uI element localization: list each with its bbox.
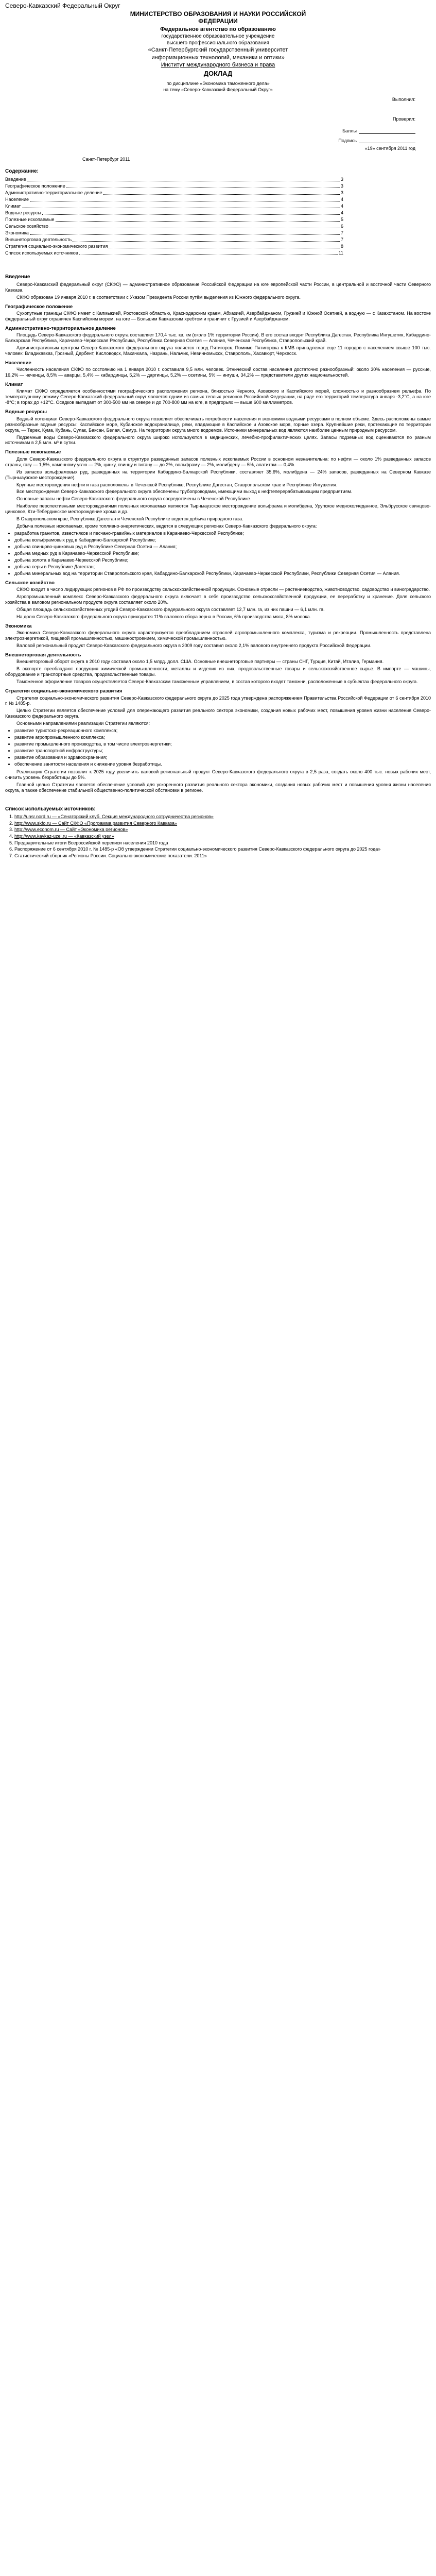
toc-entry-page: 5 (340, 216, 343, 222)
toc-dot-leader (73, 236, 340, 242)
signature-row (5, 138, 431, 144)
section-heading-economy: Экономика (5, 623, 32, 630)
bullet-item: • развитие промышленного производства, в том числе электроэнергетики; (14, 741, 431, 747)
toc-entry[interactable] (5, 196, 431, 203)
toc-dot-leader (66, 183, 340, 188)
bullet-item: • разработка гранитов, известняков и песчано-гравийных материалов в Карачаево-Черкесской Республике; (14, 531, 431, 536)
toc-entry-page: 6 (340, 223, 343, 229)
paragraph: Общая площадь сельскохозяйственных угодий Северо-Кавказского федерального округа составляет 12,7 млн. га, из них пашни — 6,1 млн. га. (16, 607, 325, 613)
paragraph: Сухопутные границы СКФО имеет с Калмыкией, Ростовской областью, Краснодарским краем, Абхазией, Азербайджаном, Грузией и Южной Осетией, а водную — с Казахстаном. На востоке федеральный округ ограничен Каспийским морем, на юге — Большим Кавказским хребтом и граничит с Грузией и Азербайджаном. (5, 311, 431, 322)
paragraph: Все месторождения Северо-Кавказского федерального округа обеспечены трубопроводами, имеющими выход к нефтеперерабатывающим предприятиям. (16, 489, 353, 495)
toc-dot-leader (22, 203, 340, 208)
bullet-item: • добыча минеральных вод на территории Ставропольского края, Кабардино-Балкарской Республики, Карачаево-Черкесской Республики, Республики Северная Осетия — Алания. (14, 571, 431, 577)
toc-entry-title: Внешнеторговая деятельность (5, 237, 72, 243)
paragraph: Из запасов вольфрамовых руд, разведанных на территории Кабардино-Балкарской Республики, составляет 35,6%, молибдена — 24% запасов, разведанных на Северном Кавказе (Тырныаузское месторождение). (5, 469, 431, 480)
toc-entry[interactable] (5, 216, 431, 223)
paragraph: СКФО образован 19 января 2010 г. в соответствии с Указом Президента России путём выделения из Южного федерального округа. (16, 294, 301, 300)
university-type-1: государственное образовательное учреждение (161, 33, 275, 40)
toc-entry[interactable] (5, 243, 431, 250)
author-label: Выполнил: (392, 96, 415, 102)
university-name-2: информационных технологий, механики и оптики» (151, 54, 285, 61)
date-line: «19» сентября 2011 год (364, 146, 415, 151)
toc-entry[interactable] (5, 250, 431, 257)
paragraph: Основные запасы нефти Северо-Кавказского федерального округа сосредоточены в Чеченской Республике. (16, 496, 252, 502)
grade-label: Баллы (342, 128, 357, 133)
document-title: ДОКЛАД (203, 70, 233, 77)
paragraph: В Ставропольском крае, Республике Дагестан и Чеченской Республике ведется добыча природного газа. (16, 516, 243, 522)
paragraph: Агропромышленный комплекс Северо-Кавказского федерального округа включает в себя производство сельскохозяйственной продукции, ее переработку и хранение. Доля сельского хозяйства в валовом региональном продукте округа составляет около 20%. (5, 594, 431, 605)
toc-entry-title: Население (5, 196, 29, 202)
discipline-line: по дисциплине «Экономика таможенного дела» (166, 81, 270, 87)
grade-row (5, 128, 431, 134)
toc-entry-page: 11 (338, 250, 343, 256)
paragraph: Добыча полезных ископаемых, кроме топливно-энергетических, ведется в следующих регионах Северо-Кавказского федерального округа: (16, 523, 317, 529)
paragraph: Водный потенциал Северо-Кавказского федерального округа позволяет обеспечивать потребности населения и экономики водными ресурсами в полном объеме. Здесь расположены самые разнообразные водные ресурсы: Каспийское море, Кубанское водохранилище, реки, впадающие в Каспийское и Азовское моря, горные озера. Крупнейшие реки, протекающие по территории округа, — Терек, Кума, Кубань, Сулак, Баксан, Белая, Самур. На территории округа много водоемов. Источники минеральных вод являются наиболее ценным природным ресурсом. (5, 416, 431, 433)
toc-dot-leader (42, 210, 340, 215)
paragraph: В экспорте преобладают продукция химической промышленности, металлы и изделия из них, продовольственные товары и сельскохозяйственное сырье. В импорте — машины, оборудование и транспортные средства, продовольственные товары. (5, 666, 431, 677)
table-of-contents (5, 176, 431, 257)
document-page (0, 0, 436, 867)
toc-entry[interactable] (5, 236, 431, 243)
bullet-item: • развитие транспортной инфраструктуры; (14, 748, 431, 754)
bullet-item: • развитие туристско-рекреационного комплекса; (14, 728, 431, 734)
toc-entry-title: Сельское хозяйство (5, 223, 48, 229)
toc-entry-page: 4 (340, 196, 343, 202)
paragraph: Наиболее перспективными месторождениями полезных ископаемых являются Тырныаузское месторождение вольфрама и молибдена, Урупское медноколчеданное, Эльбрусское свинцово-цинковое, Кти-Тебердинское месторождение хрома и др. (5, 503, 431, 515)
toc-entry-page: 3 (340, 190, 343, 195)
toc-entry-page: 3 (340, 176, 343, 182)
paragraph: Целью Стратегии является обеспечение условий для опережающего развития реального сектора экономики, создания новых рабочих мест, повышения уровня жизни населения Северо-Кавказского федерального округа. (5, 708, 431, 719)
bullet-item: • добыча медных руд в Карачаево-Черкесской Республике; (14, 551, 431, 556)
toc-entry-title: Географическое положение (5, 183, 65, 189)
paragraph: Площадь Северо-Кавказского федерального округа составляет 170,4 тыс. кв. км (около 1% территории России). В его состав входят Республика Дагестан, Республика Ингушетия, Кабардино-Балкарская Республика, Карачаево-Черкесская Республика, Республика Северная Осетия — Алания, Чеченская Республика, Ставропольский край. (5, 332, 431, 344)
section-heading-minerals: Полезные ископаемые (5, 449, 61, 455)
paragraph: Подземные воды Северо-Кавказского федерального округа широко используются в медицинских, лечебно-профилактических целях. Запасы подземных вод оцениваются по разным источникам в 2,5 млн. м³ в сутки. (5, 434, 431, 446)
toc-entry[interactable] (5, 176, 431, 183)
bullet-list (14, 728, 431, 767)
source-item[interactable]: 4. http://www.kavkaz-uzel.ru — «Кавказский узел» (14, 834, 431, 840)
bullet-item: • обеспечение занятости населения и снижение уровня безработицы. (14, 761, 431, 767)
toc-entry-title: Введение (5, 176, 26, 182)
sources-title: Список используемых источников: (5, 806, 96, 812)
topic-line: на тему «Северо-Кавказский Федеральный Округ» (163, 87, 273, 93)
toc-entry-title: Водные ресурсы (5, 210, 41, 215)
toc-entry-title: Экономика (5, 230, 29, 236)
toc-title: Содержание: (5, 168, 39, 174)
toc-entry-title: Стратегия социально-экономического развития (5, 244, 108, 249)
toc-entry[interactable] (5, 230, 431, 236)
toc-dot-leader (49, 223, 340, 228)
toc-entry-page: 4 (340, 203, 343, 209)
toc-entry-page: 8 (340, 244, 343, 249)
toc-entry[interactable] (5, 210, 431, 216)
section-heading-agriculture: Сельское хозяйство (5, 580, 55, 586)
paragraph: Экономика Северо-Кавказского федерального округа характеризуется преобладанием отраслей агропромышленного комплекса, туризма и рекреации. Промышленность представлена электроэнергетикой, пищевой промышленностью, машиностроением, химической промышленностью. (5, 630, 431, 641)
spacer (5, 795, 431, 801)
signature-label: Подпись (338, 138, 357, 143)
paragraph: Главной целью Стратегии является обеспечение условий для ускоренного развития реального сектора экономики, создания новых рабочих мест и повышения уровня жизни населения округа, а также обеспечение стабильной общественно-политической обстановки в регионе. (5, 782, 431, 793)
section-heading-climate: Климат (5, 382, 23, 388)
toc-dot-leader (56, 216, 340, 222)
source-item: 6. Распоряжение от 6 сентября 2010 г. № 1485-р «Об утверждении Стратегии социально-экономического развития Северо-Кавказского федерального округа до 2025 года» (14, 846, 431, 853)
toc-dot-leader (103, 190, 340, 195)
toc-entry[interactable] (5, 190, 431, 196)
source-item[interactable]: 2. http://www.skfo.ru — Сайт СКФО «Программа развития Северного Кавказа» (14, 821, 431, 827)
toc-dot-leader (30, 196, 340, 201)
toc-entry-page: 7 (340, 237, 343, 243)
toc-entry-title: Климат (5, 203, 21, 209)
ministry-line-2: ФЕДЕРАЦИИ (198, 18, 238, 25)
paragraph: Стратегия социально-экономического развития Северо-Кавказского федерального округа до 2025 года утверждена распоряжением Правительства Российской Федерации от 6 сентября 2010 г. № 1485-р. (5, 695, 431, 706)
title-block (5, 10, 431, 93)
toc-entry-page: 3 (340, 183, 343, 189)
toc-entry-title: Административно-территориальное деление (5, 190, 102, 195)
university-type-2: высшего профессионального образования (167, 40, 269, 46)
toc-entry-title: Полезные ископаемые (5, 216, 55, 222)
paragraph: Реализация Стратегии позволит к 2025 году увеличить валовой региональный продукт Северо-Кавказского федерального округа в 2,5 раза, создать около 400 тыс. новых рабочих мест, снизить уровень безработицы до 5%. (5, 769, 431, 781)
spacer (5, 257, 431, 269)
toc-entry[interactable] (5, 223, 431, 230)
signature-line (359, 138, 415, 144)
paragraph: Северо-Кавказский федеральный округ (СКФО) — административное образование Российской Федерации на юге европейской части России, в центральной и восточной части Северного Кавказа. (5, 282, 431, 293)
paragraph: Крупные месторождения нефти и газа расположены в Чеченской Республике, Республике Дагестан, Ставропольском крае и Республике Ингушетия. (16, 482, 338, 487)
paragraph: Валовой региональный продукт Северо-Кавказского федерального округа в 2009 году составил около 2,1% валового внутреннего продукта Российской Федерации. (16, 643, 372, 649)
ministry-line-1: МИНИСТЕРСТВО ОБРАЗОВАНИЯ И НАУКИ РОССИЙСКОЙ (130, 10, 306, 18)
paragraph: Внешнеторговый оборот округа в 2010 году составил около 1,5 млрд. долл. США. Основные внешнеторговые партнеры — страны СНГ, Турция, Китай, Италия, Германия. (16, 659, 384, 665)
section-heading-intro: Введение (5, 274, 30, 280)
toc-dot-leader (109, 243, 340, 248)
toc-entry-page: 7 (340, 230, 343, 236)
city-year: Санкт-Петербург 2011 (82, 157, 130, 162)
district-header: Северо-Кавказский Федеральный Округ (5, 2, 120, 9)
paragraph: СКФО входит в число лидирующих регионов в РФ по производству сельскохозяйственной продукции. Основные отрасли — растениеводство, животноводство, садоводство и виноградарство. (16, 587, 430, 592)
bullet-item: • развитие агропромышленного комплекса; (14, 735, 431, 740)
paragraph: На долю Северо-Кавказского федерального округа приходится 11% валового сбора зерна в России, 6% производства мяса, 8% молока. (16, 614, 311, 620)
bullet-list (14, 531, 431, 577)
source-item: 5. Предварительные итоги Всероссийской переписи населения 2010 года (14, 840, 431, 846)
paragraph: Доля Северо-Кавказского федерального округа в структуре разведанных запасов полезных ископаемых России в основном незначительна: по нефти — около 1% разведанных запасов страны, газу — 1,5%, каменному углю — 2%, цинку, свинцу и титану — до 2%, вольфраму — 2%, молибдену — 5%, апатитам — 0,4%. (5, 456, 431, 467)
section-heading-water: Водные ресурсы (5, 409, 47, 415)
sources-list (14, 814, 431, 859)
checked-label: Проверил: (393, 116, 415, 122)
paragraph: Административным центром Северо-Кавказского федерального округа является город Пятигорск. Помимо Пятигорска к КМВ принадлежат еще 11 городов с населением свыше 100 тыс. человек: Владикавказ, Грозный, Дербент, Кисловодск, Махачкала, Назрань, Нальчик, Невинномысск, Ставрополь, Хасавюрт, Черкесск. (5, 345, 431, 357)
toc-entry-title: Список используемых источников (5, 250, 78, 256)
bullet-item: • добыча вольфрамовых руд в Кабардино-Балкарской Республике; (14, 537, 431, 543)
section-heading-trade: Внешнеторговая деятельность (5, 652, 81, 658)
section-heading-population: Население (5, 360, 31, 366)
document-body (5, 274, 431, 793)
toc-dot-leader (27, 176, 340, 181)
paragraph: Основными направлениями реализации Стратегии являются: (16, 721, 150, 726)
toc-entry[interactable] (5, 183, 431, 190)
institute-name: Институт международного бизнеса и права (161, 62, 275, 69)
bullet-item: • развитие образования и здравоохранения; (14, 755, 431, 760)
toc-entry[interactable] (5, 203, 431, 210)
toc-entry-page: 4 (340, 210, 343, 215)
grade-line (359, 128, 415, 134)
section-heading-geo: Географическое положение (5, 303, 73, 310)
university-name-1: «Санкт-Петербургский государственный университет (148, 47, 288, 54)
source-item[interactable]: 1. http://unsr.nord.ru — «Сенаторский клуб. Секция международного сотрудничества регионов» (14, 814, 431, 820)
bullet-item: • добыча золота в Карачаево-Черкесской Республике; (14, 557, 431, 563)
toc-dot-leader (30, 230, 340, 235)
bullet-item: • добыча серы в Республике Дагестан; (14, 564, 431, 570)
toc-dot-leader (79, 250, 338, 255)
source-item[interactable]: 3. http://www.econom.ru — Сайт «Экономика регионов» (14, 827, 431, 833)
agency-name: Федеральное агентство по образованию (160, 26, 276, 33)
section-heading-strategy: Стратегия социально-экономического развития (5, 688, 123, 694)
source-item: 7. Статистический сборник «Регионы России. Социально-экономические показатели. 2011» (14, 853, 431, 859)
paragraph: Таможенное оформление товаров осуществляется Северо-Кавказским таможенным управлением, в состав которого входят таможни, расположенные в субъектах федерального округа. (16, 679, 418, 685)
bullet-item: • добыча свинцово-цинковых руд в Республике Северная Осетия — Алания; (14, 544, 431, 550)
paragraph: Климат СКФО определяется особенностями географического расположения региона, близостью Черного, Азовского и Каспийского морей, сложностью и разнообразием рельефа. По температурному режиму Северо-Кавказский федеральный округ является одним из самых теплых регионов Российской Федерации, на ряде его территорий температура января -3,2°С, а на юге -8°С; в горах до +12°С. Осадков выпадает от 300-500 мм на севере и до 700-800 мм на юге, в предгорьях — выше 600 миллиметров. (5, 388, 431, 405)
section-heading-admin: Административно-территориальное деление (5, 326, 116, 332)
paragraph: Численность населения СКФО по состоянию на 1 января 2010 г. составила 9,5 млн. человек. Этнический состав населения достаточно разнообразный: около 30% населения — русские, 16,2% — чеченцы, 8,5% — аварцы, 5,4% — кабардинцы, 5,2% — даргинцы, 5,2% — осетины, 5% — ингуши, 34,2% — представители других национальностей. (5, 367, 431, 378)
